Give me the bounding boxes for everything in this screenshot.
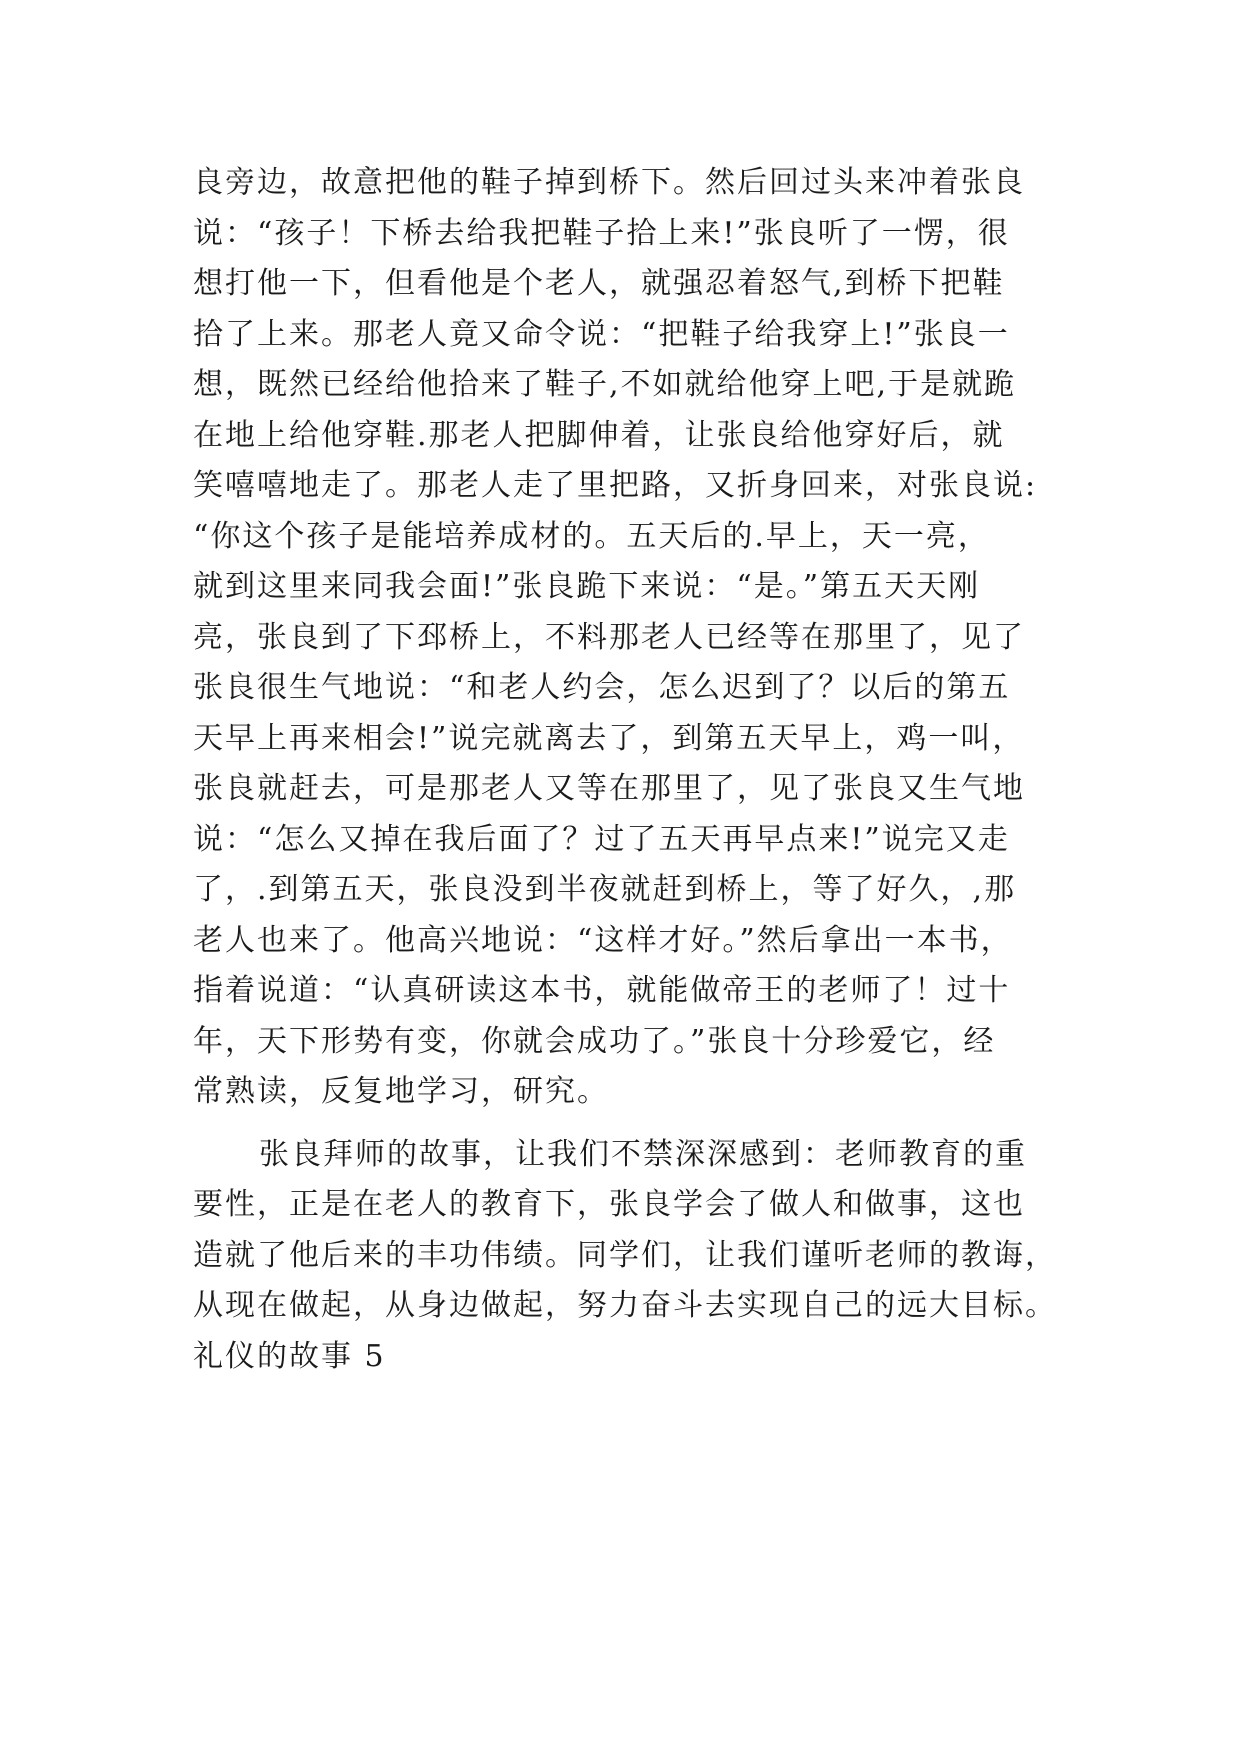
document-body	[193, 158, 1057, 1382]
text-line: 良旁边，故意把他的鞋子掉到桥下。然后回过头来冲着张良	[193, 165, 1025, 200]
text-line: 笑嘻嘻地走了。那老人走了里把路，又折身回来，对张良说:	[193, 468, 1038, 503]
text-line: 从现在做起，从身边做起，努力奋斗去实现自己的远大目标。	[193, 1288, 1057, 1323]
text-line: 说：“怎么又掉在我后面了？过了五天再早点来!”说完又走	[193, 821, 1010, 857]
text-line: 拾了上来。那老人竟又命令说：“把鞋子给我穿上!”张良一	[193, 316, 1010, 352]
text-line: 张良很生气地说：“和老人约会，怎么迟到了？以后的第五	[193, 670, 1011, 705]
paragraph-spacer	[193, 1118, 1053, 1130]
text-line: 亮，张良到了下邳桥上，不料那老人已经等在那里了，见了	[193, 619, 1025, 655]
text-line: 造就了他后来的丰功伟绩。同学们，让我们谨听老师的教诲，	[193, 1237, 1057, 1273]
text-line: 要性，正是在老人的教育下，张良学会了做人和做事，这也	[193, 1187, 1025, 1222]
text-line: 想打他一下，但看他是个老人，就强忍着怒气,到桥下把鞋	[193, 266, 1005, 301]
paragraph-story	[193, 158, 1053, 1118]
text-line: 指着说道：“认真研读这本书，就能做帝王的老师了！过十	[193, 973, 1011, 1008]
section-heading: 礼仪的故事 5	[193, 1338, 386, 1374]
text-line: “你这个孩子是能培养成材的。五天后的.早上，天一亮，	[193, 518, 990, 554]
text-line: 在地上给他穿鞋.那老人把脚伸着，让张良给他穿好后，就	[193, 417, 1005, 453]
text-line: 年，天下形势有变，你就会成功了。”张良十分珍爱它，经	[193, 1023, 996, 1059]
text-line: 张良拜师的故事，让我们不禁深深感到：老师教育的重	[259, 1136, 1027, 1172]
paragraph-reflection	[193, 1130, 1057, 1332]
text-line: 常熟读，反复地学习，研究。	[193, 1074, 609, 1109]
text-line: 张良就赶去，可是那老人又等在那里了，见了张良又生气地	[193, 771, 1025, 806]
text-line: 就到这里来同我会面!”张良跪下来说：“是。”第五天天刚	[193, 569, 981, 604]
text-line: 老人也来了。他高兴地说：“这样才好。”然后拿出一本书，	[193, 922, 1013, 958]
text-line: 想，既然已经给他拾来了鞋子,不如就给他穿上吧,于是就跪	[193, 367, 1017, 402]
text-line: 了，.到第五天，张良没到半夜就赶到桥上，等了好久，,那	[193, 872, 1017, 907]
text-line: 天早上再来相会!”说完就离去了，到第五天早上，鸡一叫，	[193, 720, 1025, 756]
text-line: 说：“孩子！下桥去给我把鞋子拾上来!”张良听了一愣，很	[193, 215, 1010, 251]
